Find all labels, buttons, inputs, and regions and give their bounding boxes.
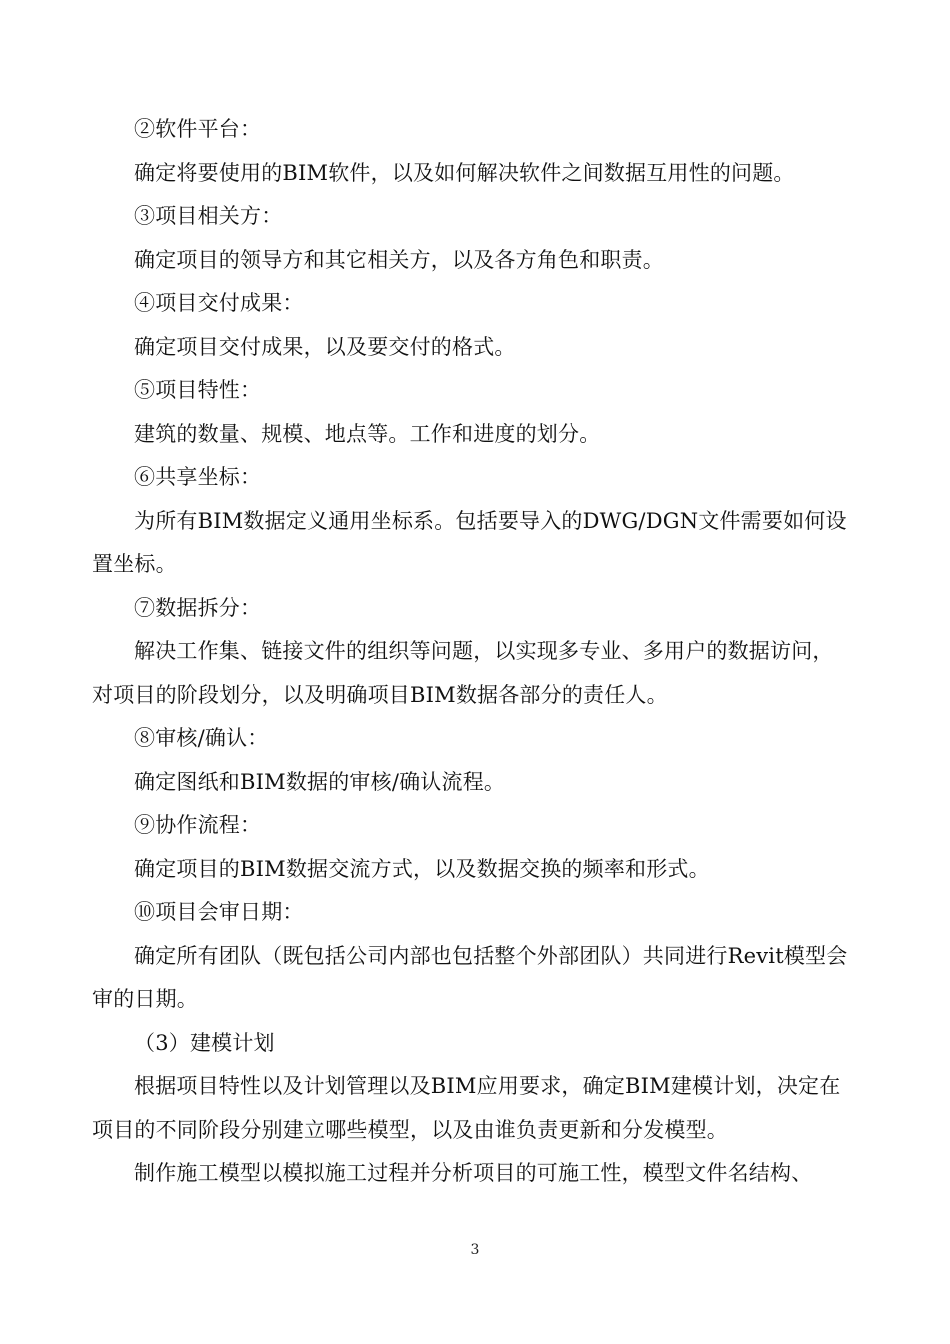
item-deliverables-text: 确定项目交付成果，以及要交付的格式。 <box>134 334 516 359</box>
item-characteristics-heading: ⑤项目特性： <box>134 378 262 402</box>
section-construction-model-text: 制作施工模型以模拟施工过程并分析项目的可施工性，模型文件名结构、 <box>134 1161 813 1185</box>
item-stakeholders-text: 确定项目的领导方和其它相关方，以及各方角色和职责。 <box>134 247 664 272</box>
item-software-platform-heading: ②软件平台： <box>134 117 262 141</box>
item-collaboration-heading: ⑨协作流程： <box>134 813 262 837</box>
section-modeling-plan-text: 根据项目特性以及计划管理以及BIM应用要求，确定BIM建模计划，决定在项目的不同阶段分别建立哪些模型，以及由谁负责更新和分发模型。 <box>92 1074 841 1142</box>
item-software-platform-text: 确定将要使用的BIM软件，以及如何解决软件之间数据互用性的问题。 <box>134 160 795 185</box>
item-review-heading: ⑧审核/确认： <box>134 726 269 750</box>
item-stakeholders-heading: ③项目相关方： <box>134 204 283 228</box>
item-review-date-text: 确定所有团队（既包括公司内部也包括整个外部团队）共同进行Revit模型会审的日期。 <box>92 943 848 1011</box>
item-data-split-heading: ⑦数据拆分： <box>134 595 262 620</box>
document-body <box>92 108 854 1196</box>
item-characteristics-text: 建筑的数量、规模、地点等。工作和进度的划分。 <box>134 421 601 446</box>
item-deliverables-heading: ④项目交付成果： <box>134 291 304 315</box>
item-data-split-text: 解决工作集、链接文件的组织等问题，以实现多专业、多用户的数据访问，对项目的阶段划分，以及明确项目BIM数据各部分的责任人。 <box>92 639 834 707</box>
item-collaboration-text: 确定项目的BIM数据交流方式，以及数据交换的频率和形式。 <box>134 856 710 881</box>
item-review-date-heading: ⑩项目会审日期： <box>134 900 304 924</box>
page-number: 3 <box>470 1242 480 1258</box>
section-modeling-plan-heading: （3）建模计划 <box>134 1030 275 1055</box>
item-shared-coordinates-text: 为所有BIM数据定义通用坐标系。包括要导入的DWG/DGN文件需要如何设置坐标。 <box>92 508 847 576</box>
item-shared-coordinates-heading: ⑥共享坐标： <box>134 465 262 489</box>
item-review-text: 确定图纸和BIM数据的审核/确认流程。 <box>134 769 506 794</box>
